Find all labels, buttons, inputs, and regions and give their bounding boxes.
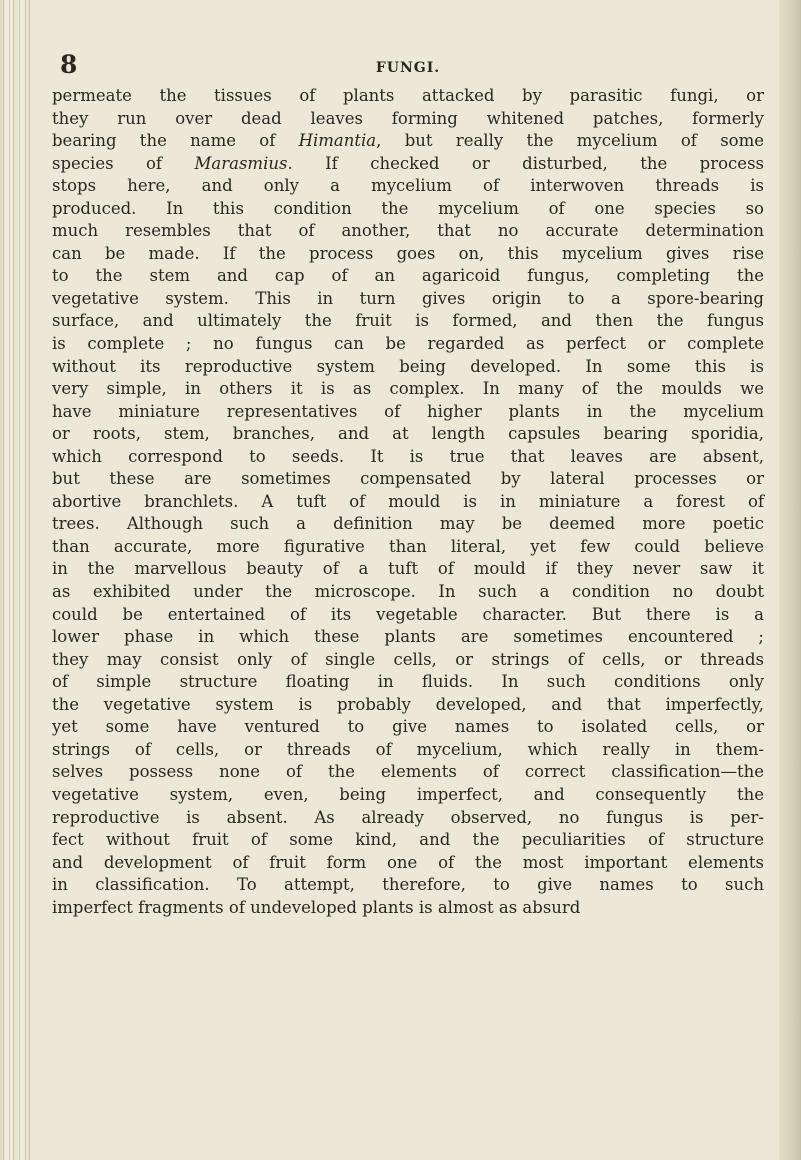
text-line: have miniature representatives of higher plants in the mycelium [52,401,764,421]
running-head: FUNGI. [375,60,441,76]
text-line: reproductive is absent. As already observed, no fungus is per- [52,807,764,827]
text-line: produced. In this condition the mycelium of one species so [52,198,764,218]
text-line: surface, and ultimately the fruit is formed, and then the fungus [52,311,764,331]
text-line: fect without fruit of some kind, and the peculiarities of structure [52,830,764,850]
text-line: vegetative system. This in turn gives origin to a spore-bearing [52,288,764,308]
text-line: strings of cells, or threads of mycelium, which really in them- [52,739,764,759]
text-line: is complete ; no fungus can be regarded as perfect or complete [52,334,764,354]
body-text [52,85,764,919]
text-line: permeate the tissues of plants attacked by parasitic fungi, or [52,86,764,105]
text-line: stops here, and only a mycelium of interwoven threads is [52,176,764,196]
page-header [52,44,764,84]
text-line: vegetative system, even, being imperfect, and consequently the [52,784,764,804]
text-line: of simple structure floating in fluids. In such conditions only [52,672,764,692]
text-line: than accurate, more figurative than literal, yet few could believe [52,536,764,556]
text-line: could be entertained of its vegetable character. But there is a [52,604,764,624]
text-line: bearing the name of Himantia, but really the mycelium of some [52,131,765,151]
book-gutter [0,0,30,1160]
text-line: they run over dead leaves forming whitened patches, formerly [52,108,764,128]
text-line: or roots, stem, branches, and at length capsules bearing sporidia, [52,424,764,444]
text-line: but these are sometimes compensated by lateral processes or [52,469,764,489]
text-line: the vegetative system is probably developed, and that imperfectly, [52,694,764,714]
text-line: they may consist only of single cells, or strings of cells, or threads [52,649,764,669]
text-line: and development of fruit form one of the most important elements [52,852,764,872]
text-line: species of Marasmius. If checked or disturbed, the process [52,153,764,173]
page-number: 8 [60,50,78,79]
text-line: abortive branchlets. A tuft of mould is in miniature a forest of [52,491,764,511]
text-line: without its reproductive system being developed. In some this is [52,356,764,376]
text-line: yet some have ventured to give names to isolated cells, or [52,717,764,737]
text-line: in classification. To attempt, therefore, to give names to such [52,875,764,895]
text-line: very simple, in others it is as complex. In many of the moulds we [52,379,764,399]
text-line: trees. Although such a definition may be deemed more poetic [52,514,764,534]
text-line: which correspond to seeds. It is true that leaves are absent, [52,446,764,466]
text-line: much resembles that of another, that no accurate determination [52,221,764,241]
text-line: imperfect fragments of undeveloped plants is almost as absurd [52,897,581,917]
page-edge-shadow [779,0,801,1160]
text-line: to the stem and cap of an agaricoid fungus, completing the [52,266,764,286]
text-line: in the marvellous beauty of a tuft of mould if they never saw it [52,559,764,579]
text-line: as exhibited under the microscope. In such a condition no doubt [52,582,764,602]
text-line: lower phase in which these plants are sometimes encountered ; [52,627,764,647]
book-page [52,44,764,919]
text-line: selves possess none of the elements of correct classification—the [52,762,764,782]
text-line: can be made. If the process goes on, this mycelium gives rise [52,243,764,263]
